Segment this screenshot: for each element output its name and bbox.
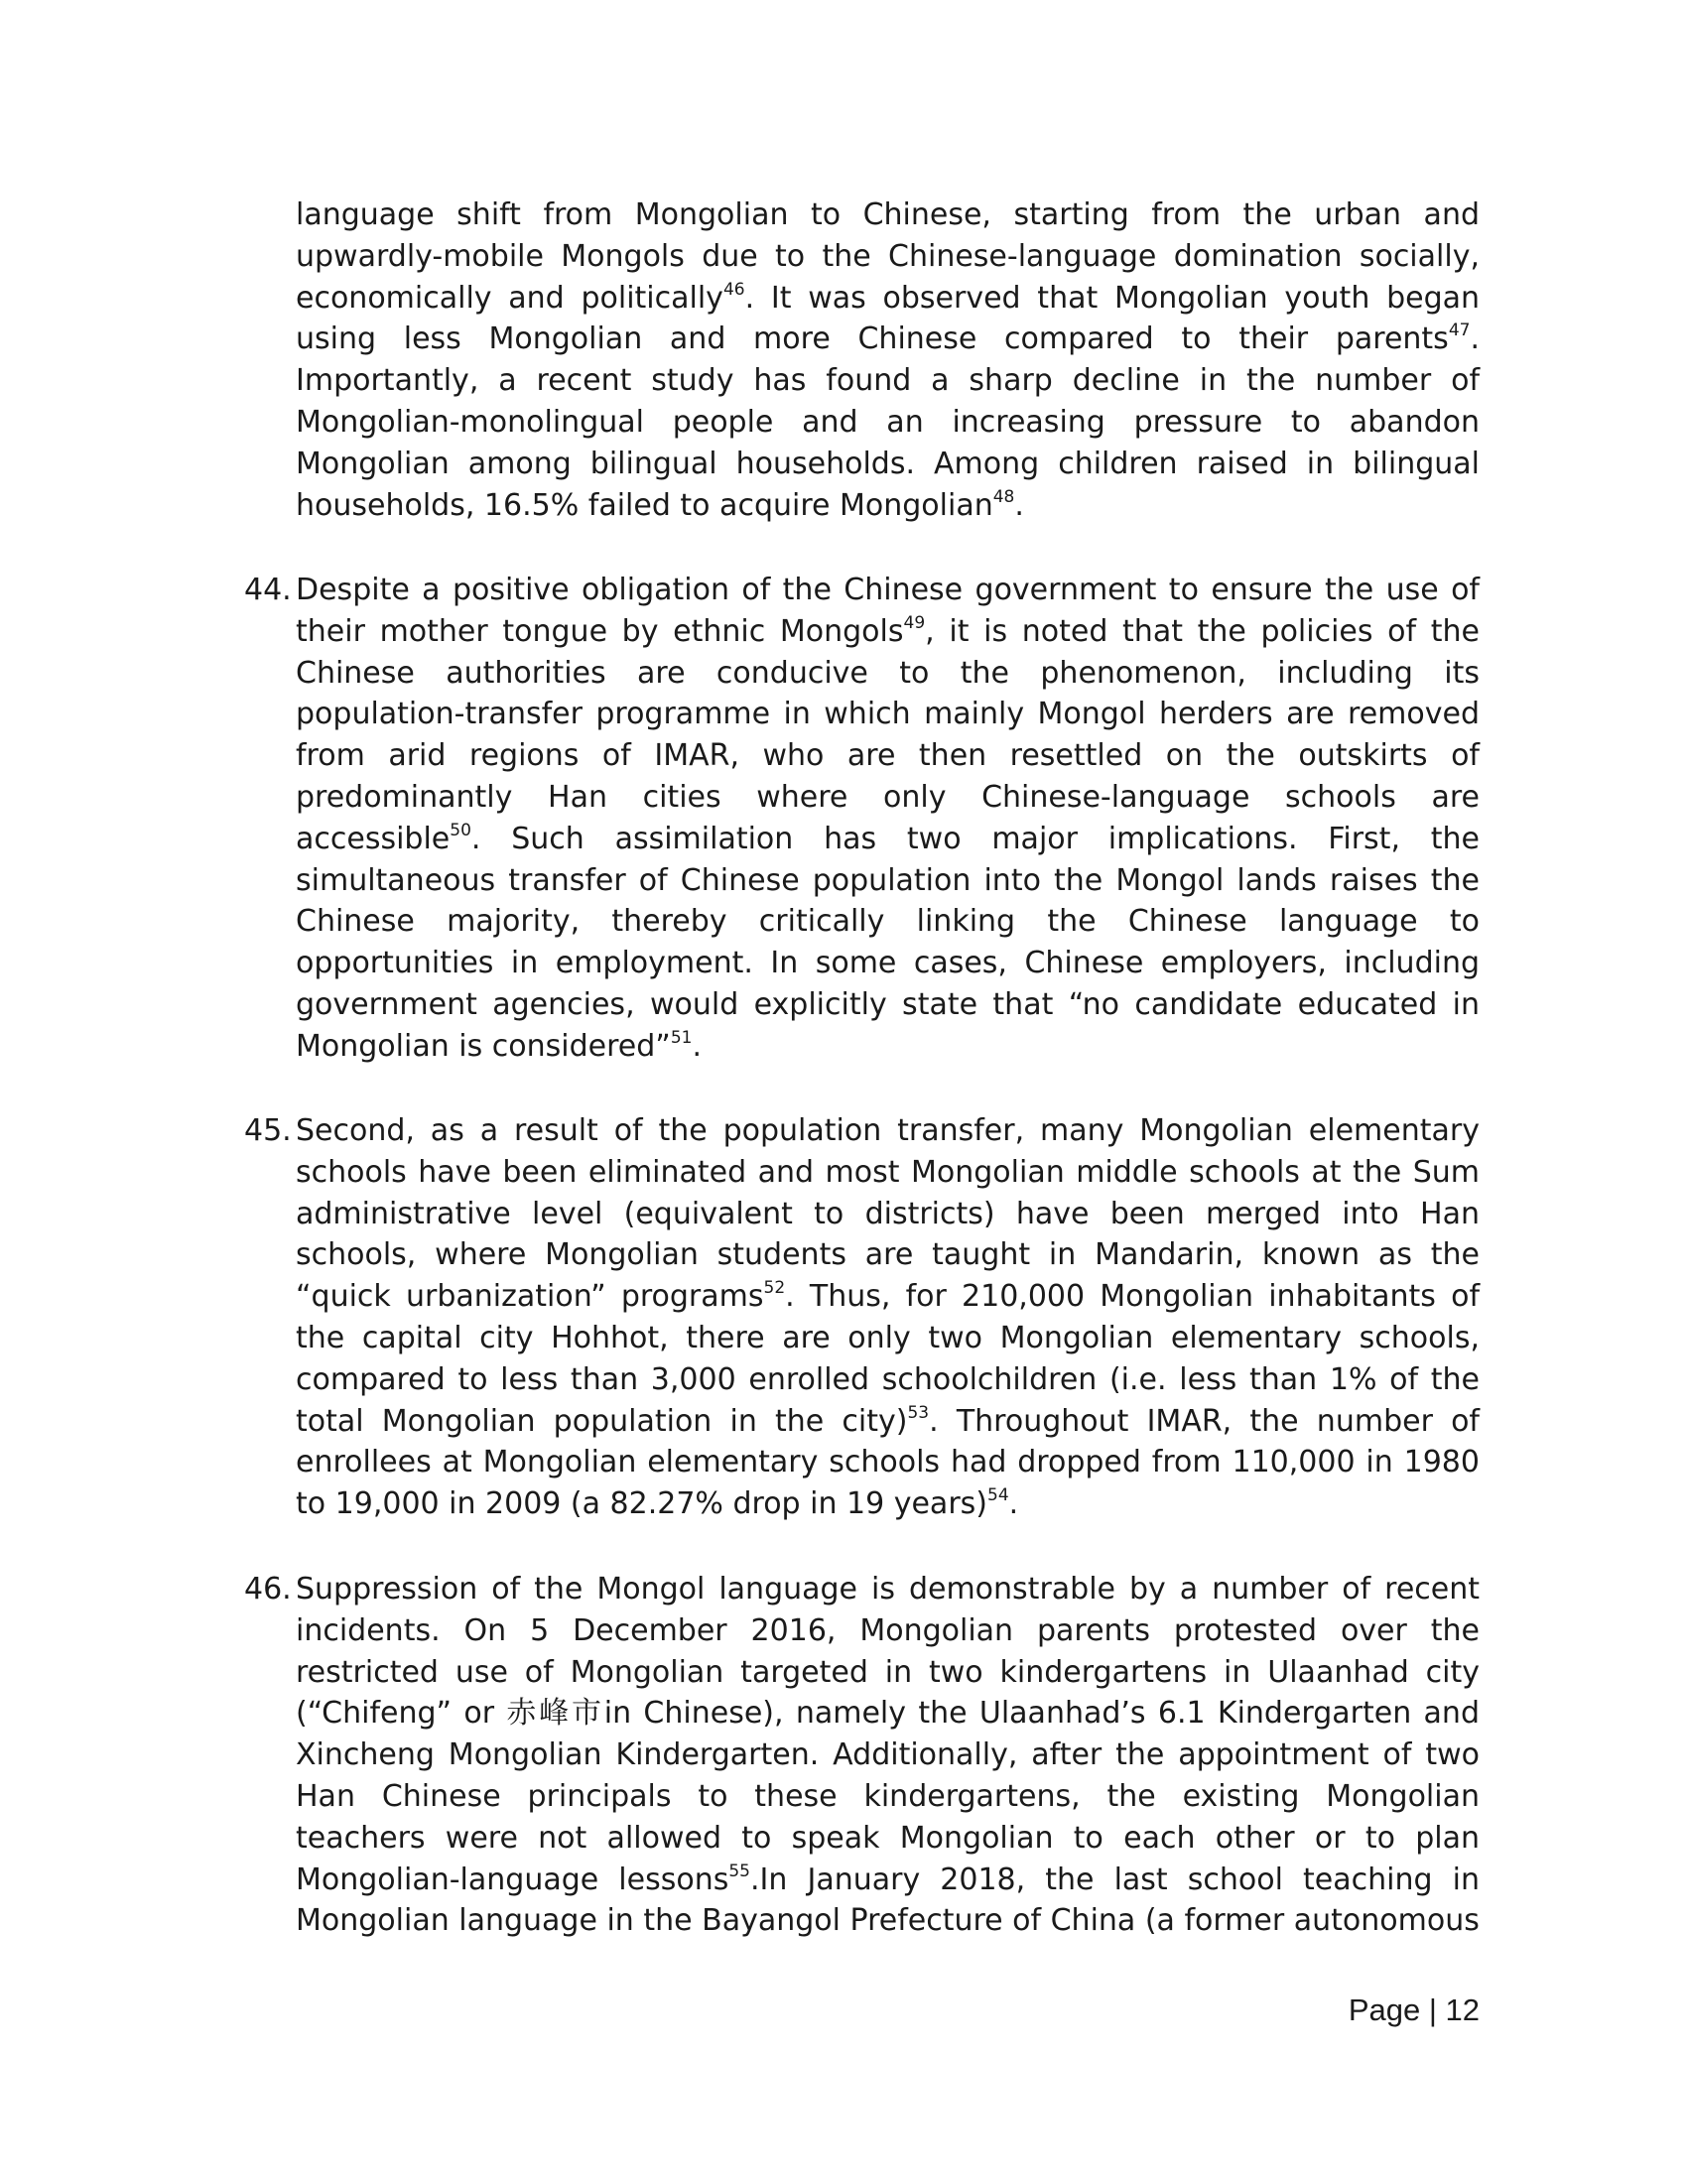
paragraph-text: . [692, 1028, 702, 1064]
paragraph-text: .In January 2018, the last school teaching in Mongolian language in the Bayangol Prefecture of China (a former autonomous [296, 1862, 1480, 1939]
paragraph-44 [244, 570, 1480, 1068]
paragraph-text: . Such assimilation has two major implications. First, the simultaneous transfer of Chinese population into the Mongol lands raises the Chinese majority, thereby critically linking the Chinese language to opportunities in employment. In some cases, Chinese employers, including government agencies, would explicitly state that “no candidate educated in Mongolian is considered” [296, 821, 1480, 1064]
footnote-marker: 52 [763, 1278, 786, 1299]
paragraph-text: . Importantly, a recent study has found a sharp decline in the number of Mongolian-monolingual people and an increasing pressure to abandon Mongolian among bilingual households. Among children raised in bilingual households, 16.5% failed to acquire Mongolian [296, 321, 1480, 523]
paragraph-number: 45. [244, 1113, 292, 1148]
footnote-marker: 51 [670, 1027, 693, 1048]
paragraph-text: Second, as a result of the population transfer, many Mongolian elementary schools have been eliminated and most Mongolian middle schools at the Sum administrative level (equivalent to districts) have been merged into Han schools, where Mongolian students are taught in Mandarin, known as the “quick urbanization” programs [296, 1113, 1480, 1315]
footnote-marker: 55 [728, 1861, 750, 1881]
footnote-marker: 47 [1448, 321, 1471, 341]
paragraph-45 [244, 1110, 1481, 1525]
paragraph-text: . [1014, 487, 1024, 523]
paragraph-number: 44. [244, 573, 292, 607]
paragraph-number: 46. [244, 1572, 292, 1606]
footnote-marker: 53 [907, 1402, 930, 1423]
footnote-marker: 49 [903, 612, 926, 633]
paragraph-text: . Throughout IMAR, the number of enrollees at Mongolian elementary schools had dropped from 110,000 in 1980 to 19,000 in 2009 (a 82.27% drop in 19 years) [296, 1403, 1480, 1522]
footnote-marker: 46 [722, 279, 745, 300]
paragraph-text: Suppression of the Mongol language is demonstrable by a number of recent incidents. On 5 December 2016, Mongolian parents protested over the restricted use of Mongolian targeted in two kindergartens in Ulaanhad city (“Chifeng” or 赤峰市in Chinese), namely the Ulaanhad’s 6.1 Kindergarten and Xincheng Mongolian Kindergarten. Additionally, after the appointment of two Han Chinese principals to these kindergartens, the existing Mongolian teachers were not allowed to speak Mongolian to each other or to plan Mongolian-language lessons [296, 1572, 1480, 1897]
paragraph-continuation [296, 194, 1480, 526]
page-number: Page | 12 [1348, 1992, 1480, 2027]
paragraph-text: , it is noted that the policies of the Chinese authorities are conducive to the phenomenon, including its population-transfer programme in which mainly Mongol herders are removed from arid regions of IMAR, who are then resettled on the outskirts of predominantly Han cities where only Chinese-language schools are accessible [296, 613, 1480, 856]
footnote-marker: 54 [987, 1485, 1009, 1506]
paragraph-46 [244, 1569, 1480, 1942]
paragraph-text: Despite a positive obligation of the Chinese government to ensure the use of their mother tongue by ethnic Mongols [296, 573, 1480, 649]
paragraph-text: . Thus, for 210,000 Mongolian inhabitants of the capital city Hohhot, there are only two Mongolian elementary schools, compared to less than 3,000 enrolled schoolchildren (i.e. less than 1% of the total Mongolian population in the city) [296, 1279, 1481, 1439]
footnote-marker: 50 [450, 820, 471, 840]
footnote-marker: 48 [992, 486, 1015, 507]
paragraph-text: . [1008, 1486, 1019, 1522]
paragraph-text: language shift from Mongolian to Chinese, starting from the urban and upwardly-mobile Mongols due to the Chinese-language domination socially, economically and politically [296, 197, 1480, 316]
paragraph-text: . It was observed that Mongolian youth began using less Mongolian and more Chinese compared to their parents [296, 280, 1481, 357]
